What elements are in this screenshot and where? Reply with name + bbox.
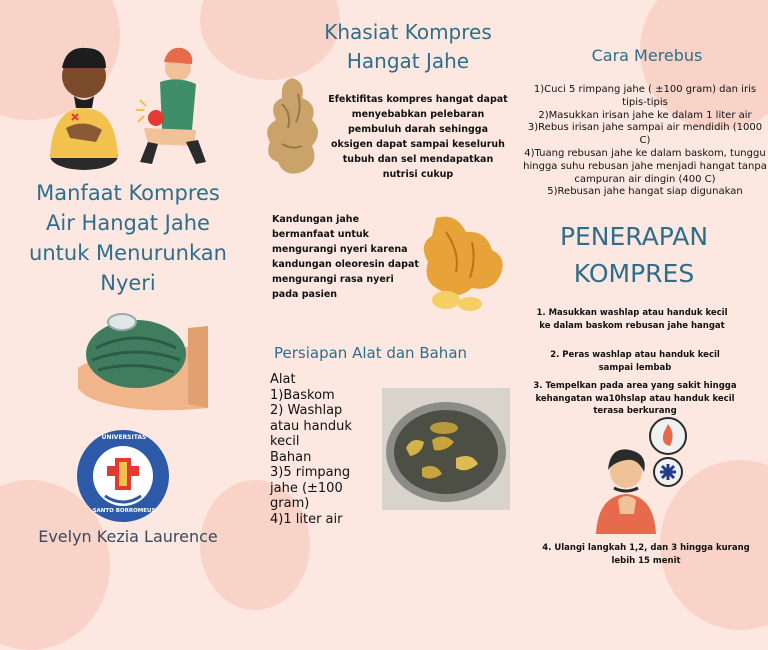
paragraph-efektifitas: Efektifitas kompres hangat dapat menyebabkan pelebaran pembuluh darah sehingga oksigen dapat sampai keseluruh tubuh dan sel mendapatkan nutrisi cukup [328,94,508,180]
apply-step: 2. Peras washlap atau handuk kecil sampai lembab [550,350,720,373]
compress-pack-illustration [78,308,208,414]
ginger-slices-illustration [416,212,508,312]
tools-item: 4)1 liter air [270,511,343,527]
prep-title: Persiapan Alat dan Bahan [274,344,468,362]
middle-panel [256,0,512,593]
boil-title: Cara Merebus [591,46,703,65]
tools-item: 1)Baskom [270,387,335,403]
logo-text-top: UNIVERSITAS [101,434,147,441]
people-in-pain-illustration [36,38,214,172]
logo-text-bottom: SANTO BORROMEUS [92,508,156,514]
tools-item: Alat [270,372,296,387]
boil-step: 1)Cuci 5 rimpang jahe ( ±100 gram) dan iris tipis-tipis [533,84,757,108]
apply-title: PENERAPAN KOMPRES [559,222,709,288]
boil-step: 5)Rebusan jahe hangat siap digunakan [547,186,743,198]
tools-item: 2) Washlap atau handuk kecil [270,403,352,449]
apply-step: 3. Tempelkan pada area yang sakit hingga kehangatan wa10hslap atau handuk kecil terasa berkurang [533,381,737,416]
author-name: Evelyn Kezia Laurence [38,527,218,546]
boil-step: 3)Rebus irisan jahe sampai air mendidih (1000 C) [527,122,763,147]
left-panel [0,0,256,593]
right-panel [512,0,768,593]
middle-title: Khasiat Kompres Hangat Jahe [324,20,492,73]
boiling-ginger-photo [382,388,510,510]
tools-item: Bahan [270,449,312,465]
boil-step: 2)Masukkan irisan jahe ke dalam 1 liter air [538,109,752,121]
ginger-root-illustration [262,74,328,178]
tools-item: 3)5 rimpang jahe (±100 gram) [270,465,351,511]
left-title: Manfaat Kompres Air Hangat Jahe untuk Menurunkan Nyeri [29,181,227,295]
tools-list [270,372,372,527]
paragraph-kandungan: Kandungan jahe bermanfaat untuk mengurangi nyeri karena kandungan oleoresin dapat mengurangi rasa nyeri pada pasien [272,214,419,300]
woman-in-pain-illustration [590,416,690,534]
apply-step: 1. Masukkan washlap atau handuk kecil ke dalam baskom rebusan jahe hangat [536,308,728,331]
apply-step: 4. Ulangi langkah 1,2, dan 3 hingga kurang lebih 15 menit [542,543,750,566]
boil-step: 4)Tuang rebusan jahe ke dalam baskom, tunggu hingga suhu rebusan jahe menjadi hangat tanpa campuran air dingin (400 C) [523,147,767,185]
boil-steps [522,84,768,199]
